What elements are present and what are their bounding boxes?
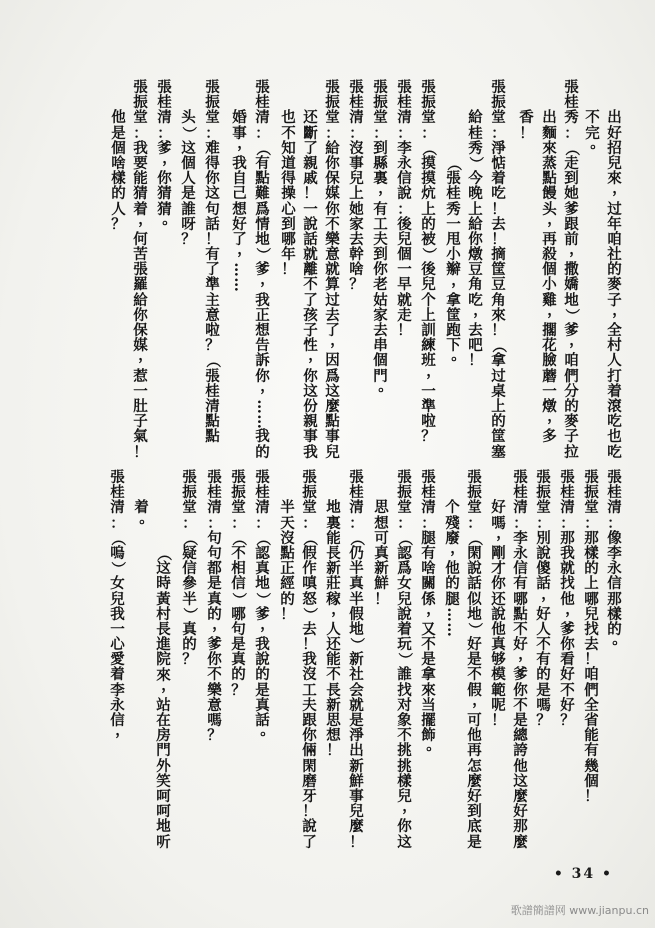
text-column-bottom-5: 張 桂 清 ： 李 永 信 有 哪 點 不 好 ， 爹 你 不 是 總 誇 他 这 麼 好 那 麼	[513, 469, 533, 851]
text-column-bottom-18: 張 桂 清 ： 句 句 都 是 真 的 ， 爹 你 不 樂 意 嗎 ？	[207, 469, 227, 745]
text-column-bottom-16: 張 桂 清 ： （ 認 真 地 ） 爹 ， 我 說 的 是 真 話 。	[254, 469, 275, 740]
text-column-top-3: 張 桂 秀 ： （ 走 到 她 爹 跟 前 ， 撒 嬌 地 ） 爹 ， 咱 們 分 的 麥 子 拉	[563, 79, 584, 461]
text-column-bottom-13: 地 裏 能 長 新 莊 稼 ， 人 还 能 不 長 新 思 想 ！	[326, 499, 346, 760]
text-column-bottom-12: 張 桂 清 ： （ 仍 半 真 半 假 地 ） 新 社 会 就 是 淨 出 新 鮮 事 兒 麼 ！	[348, 469, 366, 851]
text-column-top-14: 还 斷 了 親 戚 ！ 一 說 話 就 離 不 了 孩 子 性 ， 你 这 份 親 事 我	[303, 109, 323, 461]
text-column-top-9: 張 振 堂 ： （ 摸 摸 炕 上 的 被 ） 後 兒 个 上 訓 練 班 ， 一 準 啦 ？	[420, 79, 441, 446]
text-column-top-4: 出 麵 來 蒸 點 饅 头 ， 再 殺 個 小 雞 ， 擱 花 臉 蘑 一 燉 ， 多	[542, 109, 562, 446]
upper-text-block	[0, 80, 655, 470]
site-watermark: 歌譜簡譜网 www.jianpu.cn	[510, 904, 649, 917]
text-column-top-5: 香 ！	[519, 109, 534, 142]
text-column-bottom-14: 張 振 堂 ： （ 假 作 嗔 怒 ） 去 ！ 我 沒 工 夫 跟 你 倆 閑 磨 牙 ！ 說 了	[301, 469, 319, 851]
text-column-bottom-6: 好 嗎 ， 剛 才 你 还 說 他 真 够 模 範 呢 ！	[491, 499, 511, 730]
lower-text-block	[0, 470, 655, 860]
stage-direction-bottom: （ 这 時 黃 村 長 進 院 來 ， 站 在 房 門 外 笑 呵 呵 地 听	[155, 546, 176, 851]
text-column-top-15: 也 不 知 道 得 操 心 到 哪 年 ！	[281, 109, 296, 279]
text-column-bottom-11: 思 想 可 真 新 鮮 ！	[374, 499, 389, 608]
text-column-bottom-9: 張 桂 清 ： 腿 有 啥 關 係 ， 又 不 是 拿 來 当 擺 飾 。	[421, 469, 441, 755]
text-column-bottom-2: 張 振 堂 ： 那 樣 的 上 哪 兒 找 去 ！ 咱 們 全 省 能 有 幾 個 ！	[584, 469, 599, 805]
text-column-bottom-8: 个 殘 廢 ， 他 的 腿 … …	[444, 499, 465, 637]
text-column-bottom-22: 張 桂 清 ： （ 嗚 ） 女 兒 我 一 心 愛 着 李 永 信 ，	[109, 469, 130, 740]
text-column-bottom-10: 張 振 堂 ： （ 認 爲 女 兒 說 着 玩 ） 誰 找 对 象 不 挑 挑 樣 兒 ， 你 这	[396, 469, 417, 851]
text-column-top-19: 头 ） 这 個 人 是 誰 呀 ？	[180, 109, 198, 248]
text-column-bottom-1: 張 桂 清 ： 像 李 永 信 那 樣 的 。	[607, 469, 627, 649]
stage-direction-top: （ 張 桂 秀 一 甩 小 辮 ， 拿 筐 跑 下 。	[445, 156, 466, 365]
text-column-bottom-4: 張 振 堂 ： 別 說 傻 話 ， 好 人 不 有 的 是 嗎 ？	[536, 469, 556, 729]
text-column-bottom-21: 着 。	[134, 499, 154, 527]
text-column-top-16: 張 桂 清 ： （ 有 點 難 爲 情 地 ） 爹 ， 我 正 想 告 訴 你 ， … … 我 的	[254, 79, 275, 461]
text-column-bottom-7: 張 振 堂 ： （ 閑 說 話 似 地 ） 好 是 不 假 ， 可 他 再 怎 麼 好 到 底 是	[466, 469, 487, 851]
text-column-top-21: 張 振 堂 ： 我 要 能 猜 着 ， 何 苦 張 羅 給 你 保 媒 ， 惹 一 肚 子 氣 ！	[133, 79, 153, 461]
text-column-bottom-19: 張 振 堂 ： （ 疑 信 參 半 ） 真 的 ？	[181, 469, 199, 669]
text-column-top-18: 張 振 堂 ： 难 得 你 这 句 話 ！ 有 了 準 主 意 啦 ？ （ 張 桂 清 點 點	[204, 79, 222, 446]
text-column-top-13: 張 振 堂 ： 給 你 保 媒 你 不 樂 意 就 算 过 去 了 ， 因 爲 这 麼 點 事 兒	[325, 79, 345, 461]
text-column-top-22: 他 是 個 啥 樣 的 人 ？	[111, 109, 126, 233]
text-column-top-12: 張 桂 清 ： 沒 事 兒 上 她 家 去 幹 啥 ？	[349, 79, 364, 294]
text-column-bottom-3: 張 桂 清 ： 那 我 就 找 他 ， 爹 你 看 好 不 好 ？	[560, 469, 580, 729]
text-column-top-20: 張 桂 清 ： 爹 ， 你 猜 猜 。	[157, 79, 177, 228]
text-column-bottom-17: 張 振 堂 ： （ 不 相 信 ） 哪 句 是 真 的 ？	[230, 469, 248, 699]
text-column-top-2: 不 完 。	[585, 109, 605, 152]
text-column-top-17: 婚 事 ， 我 自 己 想 好 了 ， … …	[231, 109, 252, 293]
text-column-top-1: 出 好 招 兒 來 ， 过 年 咱 社 的 麥 子 ， 全 村 人 打 着 滾 吃 也 吃	[607, 109, 627, 461]
text-column-top-7: 給 桂 秀 ） 今 晚 上 給 你 燉 豆 角 吃 ， 去 吧 ！	[467, 109, 488, 370]
text-column-top-6: 張 振 堂 ： 淨 惦 着 吃 ！ 去 ！ 摘 筐 豆 角 來 ！ （ 拿 过 桌 上 的 筐 塞	[490, 79, 508, 461]
text-column-top-11: 張 振 堂 ： 到 縣 裏 ， 有 工 夫 到 你 老 姑 家 去 串 個 門 。	[373, 79, 393, 395]
text-column-top-10: 張 桂 清 ： 李 永 信 說 ： 後 兒 個 一 早 就 走 ！	[397, 79, 412, 339]
page-number: • 34 •	[553, 866, 613, 882]
text-column-bottom-15: 半 天 沒 點 正 經 的 ！	[280, 499, 295, 623]
